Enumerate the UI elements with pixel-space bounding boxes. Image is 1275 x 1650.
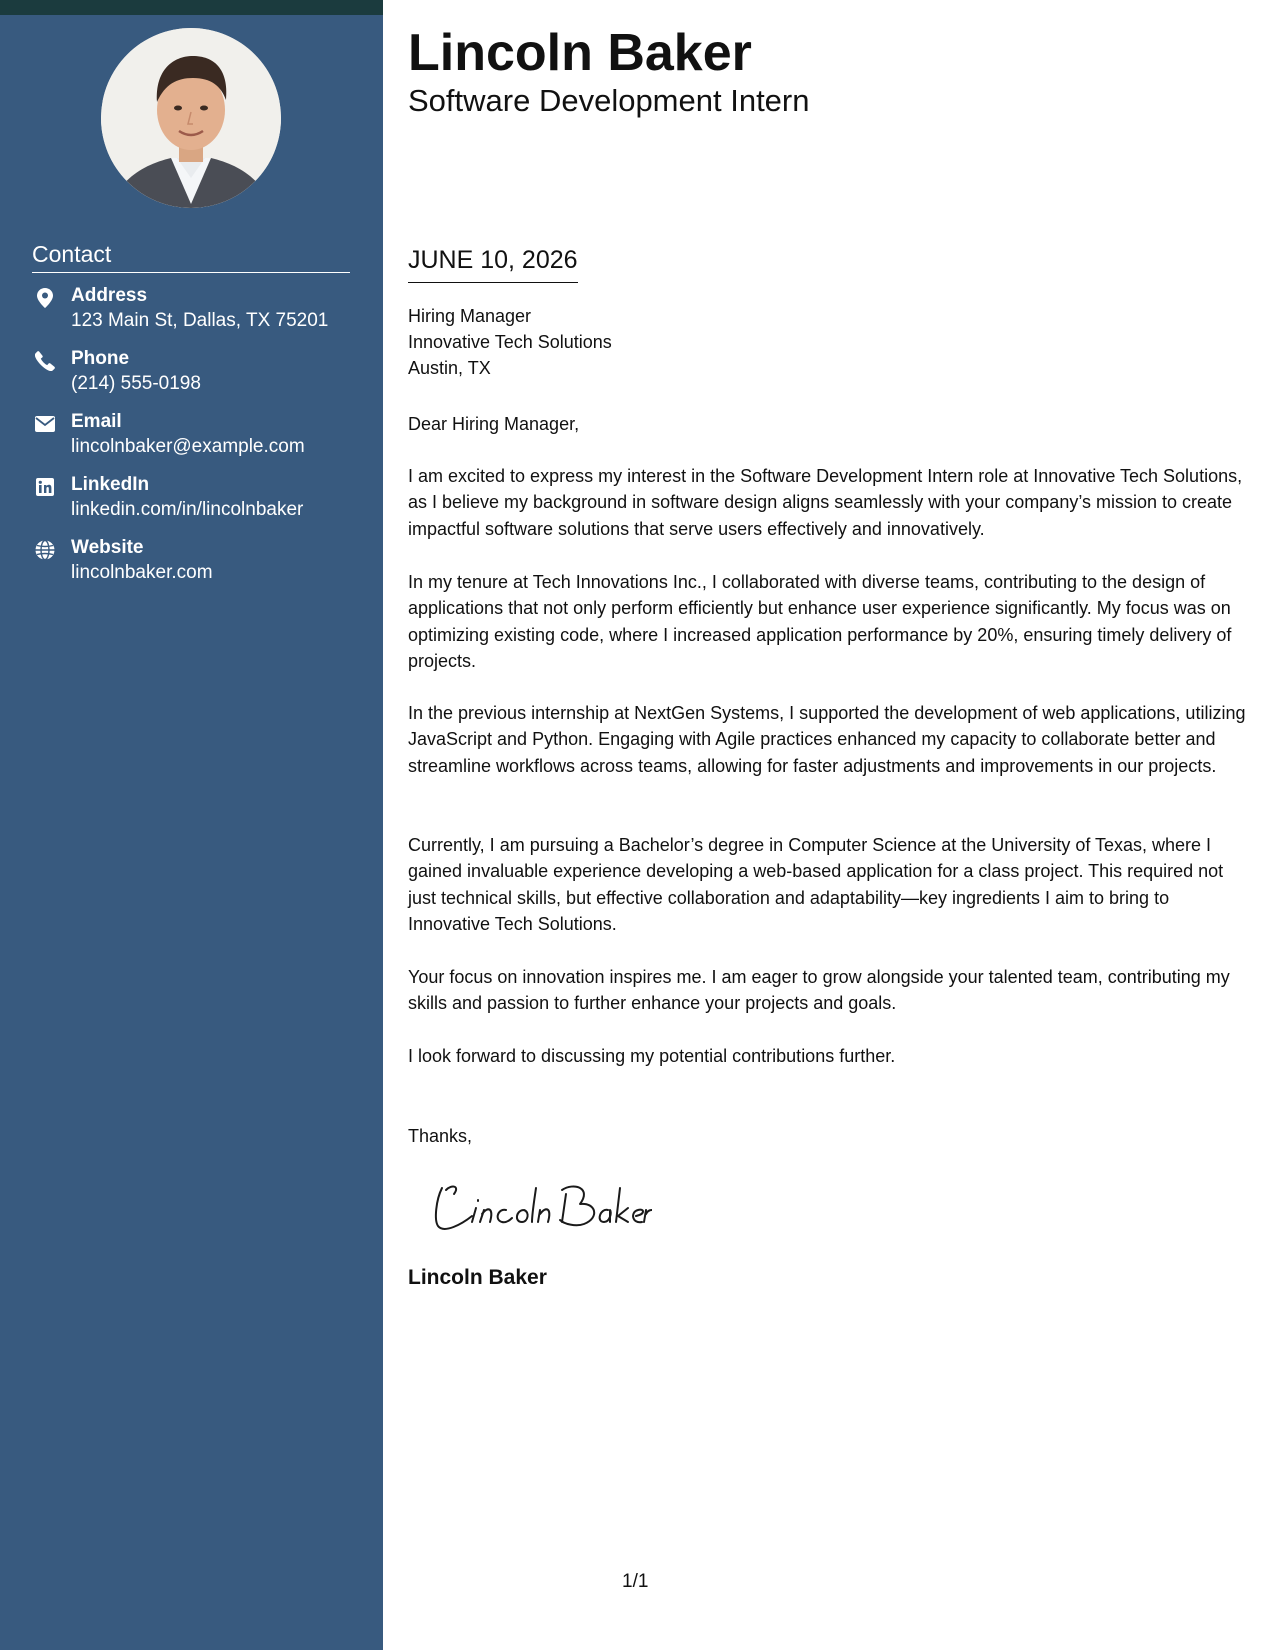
letter-paragraph: Your focus on innovation inspires me. I am eager to grow alongside your talented team, contributing my skills and passion to further enhance your projects and goals. [408,967,1230,1014]
address-label: Address [71,285,148,306]
closing: Thanks, [408,1126,473,1146]
linkedin-icon [32,476,58,498]
contact-heading: Contact [32,240,350,273]
map-pin-icon [32,287,58,309]
globe-icon [32,539,58,561]
website-label: Website [71,537,144,558]
salutation: Dear Hiring Manager, [408,414,580,434]
applicant-title: Software Development Intern [408,83,810,118]
contact-item-address [32,284,362,347]
sidebar-top-bar [0,0,383,15]
linkedin-value: linkedin.com/in/lincolnbaker [71,499,304,520]
recipient-line: Austin, TX [408,358,491,378]
letter-paragraph: In the previous internship at NextGen Systems, I supported the development of web applications, utilizing JavaScript and Python. Engaging with Agile practices enhanced my capacity to collaborate better and streamline workflows across teams, allowing for faster adjustments and improvements in our projects. [408,703,1246,776]
website-value: lincolnbaker.com [71,562,213,583]
letter-paragraph: In my tenure at Tech Innovations Inc., I collaborated with diverse teams, contributing to the design of applications that not only perform efficiently but enhance user experience significantly. My focus was on optimizing existing code, where I increased application performance by 20%, ensuring timely delivery of projects. [408,572,1232,671]
phone-icon [32,350,58,372]
address-value: 123 Main St, Dallas, TX 75201 [71,310,329,331]
envelope-icon [32,413,58,435]
avatar [101,28,281,208]
recipient-line: Innovative Tech Solutions [408,332,612,352]
recipient-line: Hiring Manager [408,306,532,326]
phone-value: (214) 555-0198 [71,373,201,394]
letter-paragraph: I am excited to express my interest in the Software Development Intern role at Innovative Tech Solutions, as I believe my background in software design aligns seamlessly with your company’s mission to create impactful software solutions that serve users effectively and innovatively. [408,466,1243,539]
recipient-block [408,303,1248,381]
email-value: lincolnbaker@example.com [71,436,305,457]
profile-photo [101,28,281,208]
email-label: Email [71,411,122,432]
phone-label: Phone [71,348,130,369]
page-number: 1/1 [622,1571,649,1592]
letter-paragraph: I look forward to discussing my potential contributions further. [408,1046,896,1066]
letter-paragraph: Currently, I am pursuing a Bachelor’s degree in Computer Science at the University of Texas, where I gained invaluable experience developing a web-based application for a class project. This required not just technical skills, but effective collaboration and adaptability—key ingredients I aim to bring to Innovative Tech Solutions. [408,835,1224,934]
sidebar [0,0,383,1650]
contact-item-website [32,536,362,599]
signer-name: Lincoln Baker [408,1266,547,1289]
handwritten-signature [432,1180,652,1245]
applicant-name: Lincoln Baker [408,24,752,82]
contact-item-linkedin [32,473,362,536]
contact-item-phone [32,347,362,410]
letter-date: JUNE 10, 2026 [408,244,578,283]
linkedin-label: LinkedIn [71,474,150,495]
contact-item-email [32,410,362,473]
contact-list [32,284,362,599]
